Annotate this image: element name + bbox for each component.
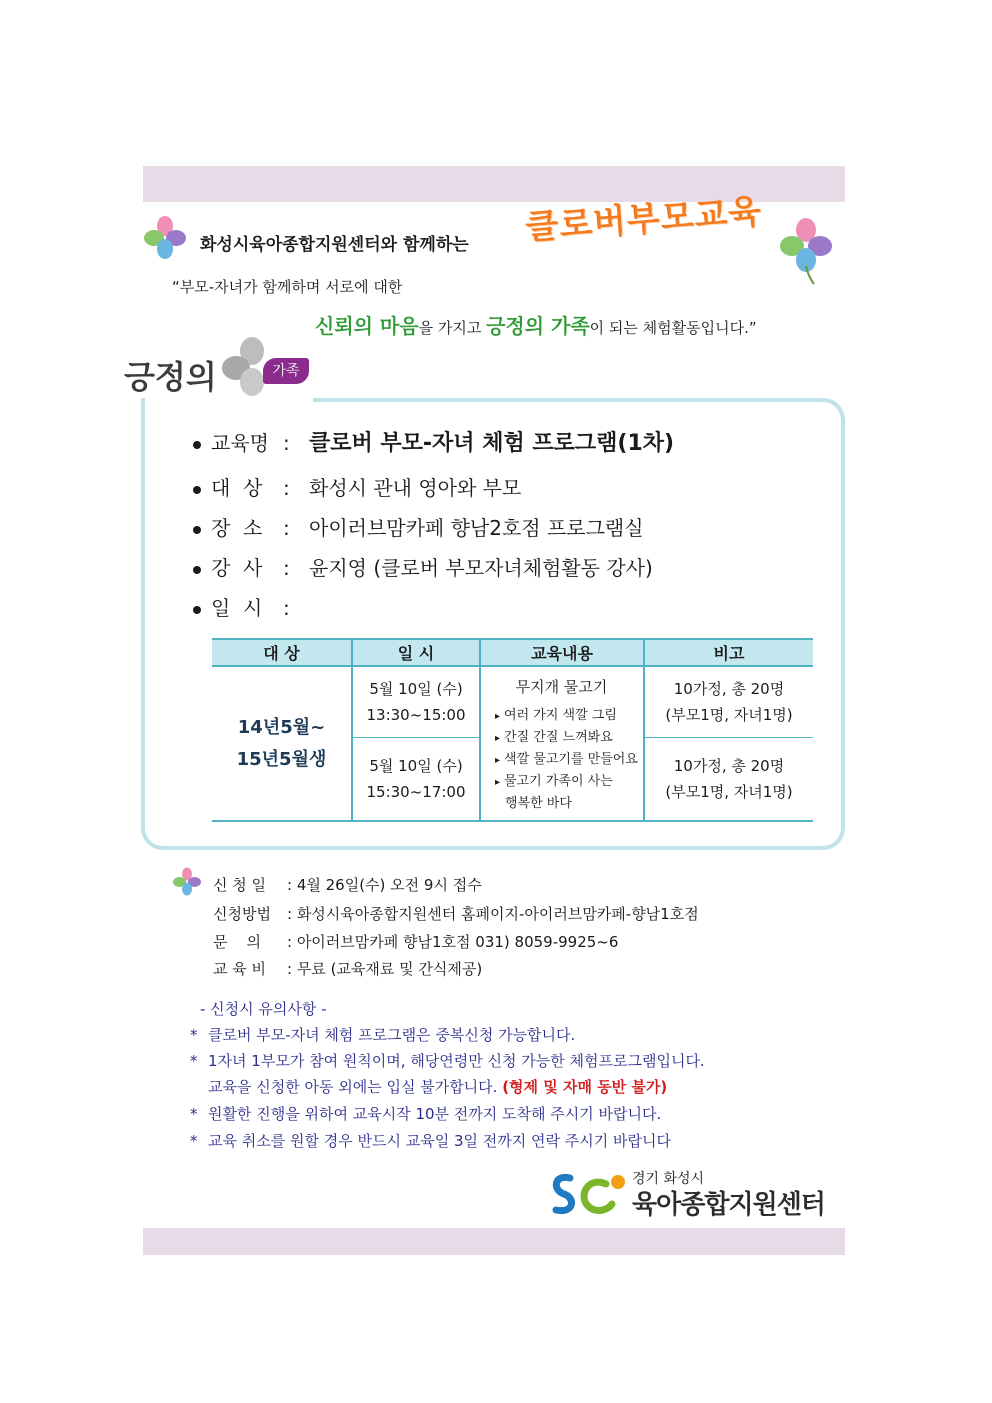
header-datetime: 일 시 bbox=[352, 639, 480, 666]
logo-name: 육아종합지원센터 bbox=[632, 1190, 825, 1220]
apply-row-contact: 문 의 : 아이러브맘카페 향남1호점 031) 8059-9925~6 bbox=[213, 933, 619, 951]
info-value: 화성시 관내 영아와 부모 bbox=[309, 476, 522, 500]
content-cell bbox=[480, 666, 644, 821]
quote-end: 이 되는 체험활동입니다.” bbox=[589, 319, 757, 337]
content-item: ▸ 여러 가지 색깔 그림 bbox=[495, 705, 642, 727]
info-label: 교육명 bbox=[211, 431, 269, 455]
target-cell: 14년5월~ 15년5월생 bbox=[212, 666, 352, 821]
info-label: 강 사 bbox=[211, 556, 263, 580]
table-header-row bbox=[212, 639, 813, 666]
info-label: 대 상 bbox=[211, 476, 263, 500]
info-label: 장 소 bbox=[211, 516, 263, 540]
date-cell: 5월 10일 (수) 13:30~15:00 bbox=[352, 666, 480, 738]
header-target: 대 상 bbox=[212, 639, 352, 666]
center-logo-icon bbox=[548, 1168, 630, 1220]
info-row-title: 교육명 : 클로버 부모-자녀 체험 프로그램(1차) bbox=[193, 426, 674, 457]
bottom-band bbox=[143, 1228, 845, 1255]
quote-line-2 bbox=[315, 310, 757, 339]
note-cell: 10가정, 총 20명 (부모1명, 자녀1명) bbox=[644, 666, 813, 738]
notice-item-continued: 교육을 신청한 아동 외에는 입실 불가합니다. (형제 및 자매 동반 불가) bbox=[208, 1078, 668, 1096]
apply-row-method: 신청방법 : 화성시육아종합지원센터 홈페이지-아이러브맘카페-향남1호점 bbox=[213, 905, 699, 923]
note-cell: 10가정, 총 20명 (부모1명, 자녀1명) bbox=[644, 738, 813, 822]
info-label: 일 시 bbox=[211, 596, 263, 620]
info-row-place: 장 소 : 아이러브맘카페 향남2호점 프로그램실 bbox=[193, 512, 644, 541]
content-item: ▸ 간질 간질 느껴봐요 bbox=[495, 727, 642, 749]
notice-item: * 교육 취소를 원할 경우 반드시 교육일 3일 전까지 연락 주시기 바랍니다 bbox=[190, 1132, 671, 1150]
info-value: 윤지영 (클로버 부모자녀체험활동 강사) bbox=[309, 556, 653, 580]
notice-heading: - 신청시 유의사항 - bbox=[200, 1000, 327, 1018]
logo-subtitle: 경기 화성시 bbox=[632, 1171, 705, 1187]
quote-highlight-trust: 신뢰의 마음 bbox=[315, 314, 419, 338]
info-row-instructor: 강 사 : 윤지영 (클로버 부모자녀체험활동 강사) bbox=[193, 552, 653, 581]
header-content: 교육내용 bbox=[480, 639, 644, 666]
date-cell: 5월 10일 (수) 15:30~17:00 bbox=[352, 738, 480, 822]
clover-icon bbox=[778, 216, 834, 286]
clover-icon bbox=[142, 214, 188, 260]
notice-warning: (형제 및 자매 동반 불가) bbox=[502, 1078, 668, 1096]
quote-line-1: “부모-자녀가 함께하며 서로에 대한 bbox=[172, 278, 403, 296]
section-title: 긍정의 bbox=[124, 358, 217, 396]
brand-title: 클로버부모교육 bbox=[524, 191, 764, 249]
bullet-dot bbox=[193, 566, 201, 574]
table-row bbox=[212, 666, 813, 738]
header-note: 비고 bbox=[644, 639, 813, 666]
content-title: 무지개 물고기 bbox=[515, 678, 608, 696]
section-badge: 가족 bbox=[263, 358, 309, 384]
bullet-dot bbox=[193, 441, 201, 449]
notice-item: * 클로버 부모-자녀 체험 프로그램은 중복신청 가능합니다. bbox=[190, 1026, 576, 1044]
apply-row-date: 신 청 일 : 4월 26일(수) 오전 9시 접수 bbox=[213, 876, 482, 894]
info-value: 아이러브맘카페 향남2호점 프로그램실 bbox=[309, 516, 644, 540]
schedule-table bbox=[212, 638, 813, 822]
header-line: 화성시육아종합지원센터와 함께하는 bbox=[200, 235, 469, 255]
info-row-datetime: 일 시 : bbox=[193, 592, 309, 621]
bullet-dot bbox=[193, 486, 201, 494]
quote-highlight-family: 긍정의 가족 bbox=[486, 314, 590, 338]
content-item: ▸ 물고기 가족이 사는 행복한 바다 bbox=[495, 771, 642, 814]
quote-mid: 을 가지고 bbox=[418, 319, 487, 337]
small-clover-icon bbox=[172, 866, 202, 896]
notice-item: * 원활한 진행을 위하여 교육시작 10분 전까지 도착해 주시기 바랍니다. bbox=[190, 1105, 662, 1123]
content-item: ▸ 색깔 물고기를 만들어요 bbox=[495, 749, 642, 771]
bullet-dot bbox=[193, 606, 201, 614]
info-row-target: 대 상 : 화성시 관내 영아와 부모 bbox=[193, 472, 521, 501]
apply-row-fee: 교 육 비 : 무료 (교육재료 및 간식제공) bbox=[213, 960, 483, 978]
bullet-dot bbox=[193, 526, 201, 534]
notice-item: * 1자녀 1부모가 참여 원칙이며, 해당연령만 신청 가능한 체험프로그램입니다. bbox=[190, 1052, 705, 1070]
info-value: 클로버 부모-자녀 체험 프로그램(1차) bbox=[309, 431, 675, 456]
